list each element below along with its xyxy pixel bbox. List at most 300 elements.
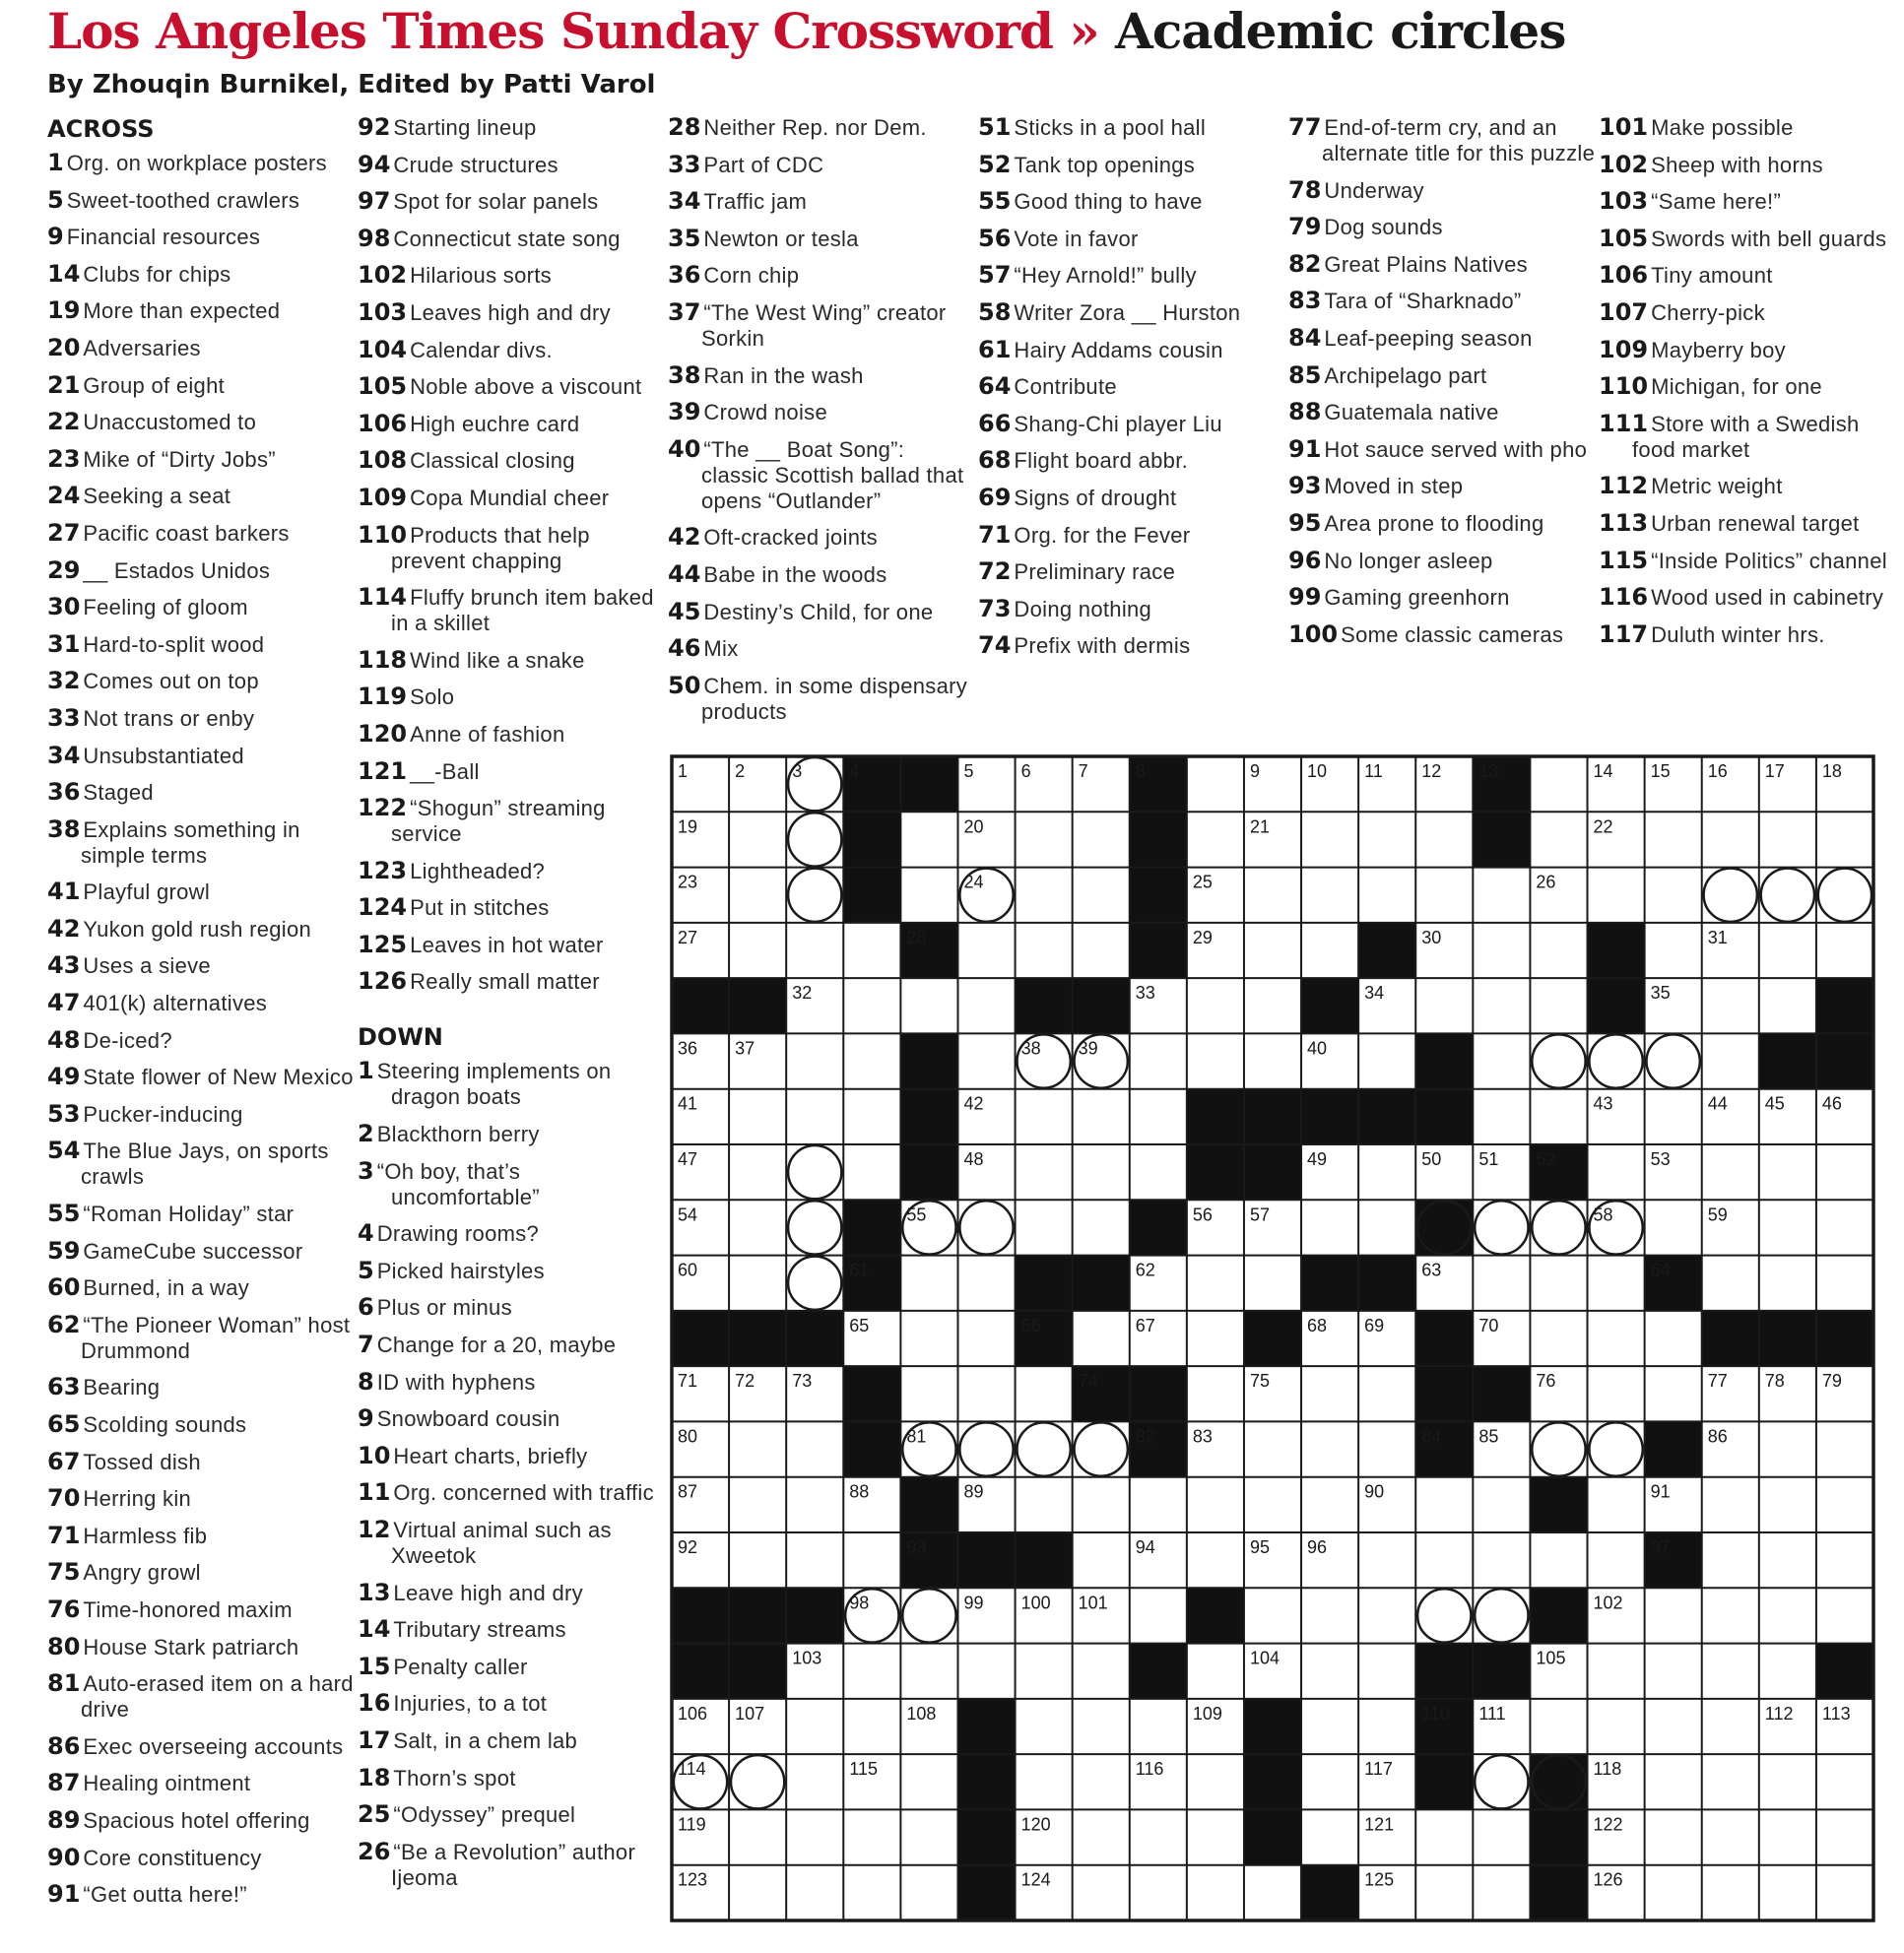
grid-cell[interactable] (1473, 1809, 1530, 1864)
clue-text: Preliminary race (1014, 559, 1176, 585)
grid-cell[interactable] (1588, 868, 1645, 923)
clue (47, 879, 355, 905)
clue-text: Part of CDC (703, 152, 824, 177)
clue-number: 110 (1599, 372, 1649, 401)
clue-number: 47 (47, 989, 81, 1017)
grid-cell[interactable] (1530, 1532, 1587, 1588)
grid-cell[interactable] (957, 1644, 1015, 1699)
grid-cell[interactable] (1816, 1421, 1873, 1476)
grid-cell[interactable] (1187, 1477, 1244, 1532)
grid-cell[interactable] (1816, 1144, 1873, 1200)
grid-cell[interactable] (900, 1311, 957, 1366)
grid-cell[interactable] (1530, 978, 1587, 1033)
grid-cell[interactable] (1473, 868, 1530, 923)
grid-cell[interactable] (1358, 812, 1415, 867)
grid-cell[interactable] (1473, 1033, 1530, 1088)
grid-cell[interactable] (1759, 1200, 1816, 1255)
grid-cell[interactable] (786, 1865, 843, 1920)
grid-cell[interactable] (1244, 868, 1301, 923)
clue (47, 1101, 355, 1128)
grid-cell[interactable] (843, 978, 900, 1033)
clue (978, 373, 1285, 400)
grid-cell[interactable] (1016, 1200, 1073, 1255)
grid-cell[interactable] (1073, 923, 1130, 978)
clue-number: 106 (1599, 261, 1649, 290)
block-cell (1301, 1089, 1358, 1144)
grid-cell[interactable] (1301, 1588, 1358, 1643)
grid-cell[interactable] (900, 978, 957, 1033)
grid-cell[interactable] (1187, 1311, 1244, 1366)
grid-cell[interactable] (1530, 756, 1587, 812)
clue-text: Core constituency (83, 1845, 262, 1870)
clue-text: Noble above a viscount (410, 374, 642, 400)
grid-cell[interactable] (1187, 1033, 1244, 1088)
grid-cell[interactable] (1301, 1421, 1358, 1476)
grid-cell[interactable] (843, 1033, 900, 1088)
grid-cell[interactable] (1530, 1089, 1587, 1144)
grid-cell[interactable] (729, 1532, 786, 1588)
grid-cell[interactable] (1759, 1532, 1816, 1588)
grid-cell[interactable] (957, 923, 1015, 978)
grid-cell[interactable] (1301, 1366, 1358, 1421)
grid-cell[interactable] (1759, 812, 1816, 867)
grid-cell[interactable] (729, 1809, 786, 1864)
grid-cell[interactable] (1187, 812, 1244, 867)
grid-cell[interactable] (1415, 1809, 1473, 1864)
grid-cell[interactable] (1759, 1754, 1816, 1809)
grid-cell[interactable] (1130, 1809, 1187, 1864)
grid-cell[interactable] (1130, 1089, 1187, 1144)
clue-text: “Same here!” (1651, 189, 1782, 215)
cell-number: 66 (1020, 1315, 1041, 1335)
clue-number: 40 (668, 434, 701, 463)
grid-cell[interactable] (1530, 1699, 1587, 1754)
grid-cell[interactable] (843, 923, 900, 978)
grid-cell[interactable] (1530, 812, 1587, 867)
grid-cell[interactable] (1415, 1532, 1473, 1588)
grid-cell[interactable] (1244, 1421, 1301, 1476)
cell-number: 44 (1707, 1093, 1728, 1114)
clue-text: Auto-erased item on a hard drive (81, 1671, 354, 1723)
grid-cell[interactable] (1702, 1144, 1759, 1200)
grid-cell[interactable] (1073, 1200, 1130, 1255)
grid-cell[interactable] (1645, 1809, 1702, 1864)
clue-number: 25 (358, 1800, 391, 1829)
grid-cell[interactable] (1187, 1256, 1244, 1311)
grid-cell[interactable] (1816, 1477, 1873, 1532)
grid-cell[interactable] (843, 1865, 900, 1920)
grid-cell[interactable] (1358, 1699, 1415, 1754)
grid-cell[interactable] (1645, 1200, 1702, 1255)
grid-cell[interactable] (1415, 868, 1473, 923)
grid-cell[interactable] (1073, 1311, 1130, 1366)
grid-cell[interactable] (1301, 868, 1358, 923)
grid-cell[interactable] (1816, 1588, 1873, 1643)
grid-cell[interactable] (1187, 1754, 1244, 1809)
clue-number: 118 (358, 645, 408, 674)
grid-cell[interactable] (786, 1033, 843, 1088)
grid-cell[interactable] (1415, 1865, 1473, 1920)
grid-cell[interactable] (1702, 1256, 1759, 1311)
grid-cell[interactable] (1358, 868, 1415, 923)
grid-cell[interactable] (1530, 1256, 1587, 1311)
clue (47, 1485, 355, 1512)
grid-cell[interactable] (1645, 1865, 1702, 1920)
clue-number: 46 (668, 634, 701, 663)
clue-number: 31 (47, 629, 81, 658)
grid-cell[interactable] (1645, 1754, 1702, 1809)
grid-cell[interactable] (843, 1532, 900, 1588)
grid-cell[interactable] (1244, 1477, 1301, 1532)
clue (358, 337, 665, 363)
grid-cell[interactable] (900, 1809, 957, 1864)
grid-cell[interactable] (1759, 1588, 1816, 1643)
grid-cell[interactable] (1816, 1809, 1873, 1864)
cell-number: 14 (1593, 761, 1613, 781)
grid-cell[interactable] (1816, 1754, 1873, 1809)
grid-cell[interactable] (1588, 1311, 1645, 1366)
cell-number: 5 (963, 761, 974, 781)
grid-cell[interactable] (1645, 868, 1702, 923)
cell-number: 3 (792, 761, 803, 781)
grid-cell[interactable] (1244, 1588, 1301, 1643)
clue (358, 721, 665, 748)
grid-cell[interactable] (1244, 1865, 1301, 1920)
grid-cell[interactable] (1415, 812, 1473, 867)
grid-cell[interactable] (1073, 1089, 1130, 1144)
grid-cell[interactable] (1358, 1366, 1415, 1421)
grid-cell[interactable] (729, 1477, 786, 1532)
grid-cell[interactable] (1759, 1477, 1816, 1532)
grid-cell[interactable] (1016, 1089, 1073, 1144)
grid-cell[interactable] (1702, 1033, 1759, 1088)
grid-cell[interactable] (1816, 812, 1873, 867)
grid-cell[interactable] (1645, 812, 1702, 867)
grid-cell[interactable] (1244, 978, 1301, 1033)
grid-cell[interactable] (729, 1256, 786, 1311)
grid-cell[interactable] (843, 1699, 900, 1754)
grid-cell[interactable] (1130, 1144, 1187, 1200)
grid-cell[interactable] (957, 1256, 1015, 1311)
grid-cell[interactable] (1702, 1809, 1759, 1864)
grid-cell[interactable] (729, 812, 786, 867)
grid-cell[interactable] (957, 1311, 1015, 1366)
clue-number: 56 (978, 224, 1012, 252)
grid-cell[interactable] (1016, 812, 1073, 867)
grid-cell[interactable] (1130, 1477, 1187, 1532)
grid-cell[interactable] (1016, 1144, 1073, 1200)
grid-cell[interactable] (1301, 1200, 1358, 1255)
grid-cell[interactable] (1244, 1256, 1301, 1311)
grid-cell[interactable] (1301, 1477, 1358, 1532)
clue-text: Fluffy brunch item baked in a skillet (391, 585, 654, 636)
grid-cell[interactable] (1702, 1588, 1759, 1643)
grid-cell[interactable] (729, 1421, 786, 1476)
grid-cell[interactable] (786, 1089, 843, 1144)
cell-number: 73 (792, 1371, 813, 1392)
grid-cell[interactable] (1358, 1644, 1415, 1699)
grid-cell[interactable] (786, 1754, 843, 1809)
clue-number: 91 (47, 1880, 81, 1909)
cell-number: 112 (1764, 1703, 1794, 1724)
grid-cell[interactable] (1473, 1477, 1530, 1532)
grid-cell[interactable] (1016, 923, 1073, 978)
grid-cell[interactable] (1588, 1256, 1645, 1311)
grid-cell[interactable] (1645, 1644, 1702, 1699)
grid-cell[interactable] (843, 1144, 900, 1200)
cell-number: 25 (1192, 872, 1213, 892)
grid-cell[interactable] (1473, 1256, 1530, 1311)
grid-cell[interactable] (1016, 1644, 1073, 1699)
grid-cell[interactable] (1073, 1754, 1130, 1809)
grid-cell[interactable] (900, 1754, 957, 1809)
grid-cell[interactable] (1759, 1644, 1816, 1699)
clue-text: Tossed dish (83, 1449, 201, 1474)
grid-cell[interactable] (1702, 1532, 1759, 1588)
grid-cell[interactable] (1816, 923, 1873, 978)
clue-text: Wood used in cabinetry (1651, 585, 1884, 611)
cell-number: 4 (849, 761, 860, 781)
grid-cell[interactable] (1645, 1366, 1702, 1421)
block-cell (957, 1809, 1015, 1864)
grid-cell[interactable] (1301, 812, 1358, 867)
grid-cell[interactable] (1187, 1366, 1244, 1421)
clue (47, 335, 355, 361)
clue-text: Vote in favor (1014, 226, 1139, 251)
grid-cell[interactable] (1759, 1865, 1816, 1920)
grid-cell[interactable] (1530, 923, 1587, 978)
grid-cell[interactable] (1244, 923, 1301, 978)
clue-number: 109 (1599, 335, 1649, 363)
block-cell (957, 1699, 1015, 1754)
grid-cell[interactable] (1759, 1421, 1816, 1476)
grid-cell[interactable] (1816, 1532, 1873, 1588)
grid-cell[interactable] (1645, 1588, 1702, 1643)
title-separator: » (1069, 2, 1099, 60)
grid-cell[interactable] (900, 868, 957, 923)
clue-text: “Inside Politics” channel (1651, 548, 1887, 573)
grid-cell[interactable] (1358, 1033, 1415, 1088)
grid-cell[interactable] (1816, 1256, 1873, 1311)
clue-number: 58 (978, 297, 1012, 326)
grid-cell[interactable] (1759, 1144, 1816, 1200)
grid-cell[interactable] (729, 923, 786, 978)
clue-number: 99 (1288, 583, 1322, 612)
cell-number: 115 (849, 1759, 878, 1780)
grid-cell[interactable] (1358, 1588, 1415, 1643)
clue-number: 82 (1288, 249, 1322, 278)
grid-cell[interactable] (1187, 756, 1244, 812)
grid-cell[interactable] (1016, 1366, 1073, 1421)
grid-cell[interactable] (1301, 1754, 1358, 1809)
clue (358, 1443, 665, 1469)
clue-number: 69 (978, 483, 1012, 511)
grid-cell[interactable] (1016, 1477, 1073, 1532)
grid-cell[interactable] (1187, 978, 1244, 1033)
clue-text: __ Estados Unidos (83, 557, 271, 583)
clue-number: 9 (358, 1404, 374, 1433)
grid-cell[interactable] (1702, 1699, 1759, 1754)
clue (47, 990, 355, 1016)
clue (358, 1332, 665, 1358)
clue-text: “Get outta here!” (83, 1882, 247, 1908)
grid-cell[interactable] (1187, 1809, 1244, 1864)
grid-cell[interactable] (843, 1644, 900, 1699)
clue-text: Injuries, to a tot (393, 1691, 548, 1717)
grid-cell[interactable] (1130, 1588, 1187, 1643)
grid-cell[interactable] (786, 1477, 843, 1532)
grid-cell[interactable] (1702, 812, 1759, 867)
grid-cell[interactable] (957, 978, 1015, 1033)
grid-cell[interactable] (1358, 1421, 1415, 1476)
grid-cell[interactable] (729, 868, 786, 923)
grid-cell[interactable] (1130, 1699, 1187, 1754)
grid-cell[interactable] (1473, 1532, 1530, 1588)
clue-column-1 (47, 114, 355, 1919)
grid-cell[interactable] (1759, 1809, 1816, 1864)
clue (978, 299, 1285, 326)
grid-cell[interactable] (1073, 1865, 1130, 1920)
grid-cell[interactable] (1645, 1089, 1702, 1144)
grid-cell[interactable] (1588, 1644, 1645, 1699)
block-cell (1301, 1865, 1358, 1920)
grid-cell[interactable] (1016, 1699, 1073, 1754)
grid-cell[interactable] (729, 1865, 786, 1920)
grid-cell[interactable] (900, 1865, 957, 1920)
grid-cell[interactable] (1415, 1477, 1473, 1532)
grid-cell[interactable] (729, 1200, 786, 1255)
grid-cell[interactable] (1073, 1532, 1130, 1588)
grid-cell[interactable] (1473, 1089, 1530, 1144)
cell-number: 7 (1078, 761, 1088, 781)
grid-cell[interactable] (1073, 1809, 1130, 1864)
cell-number: 49 (1307, 1149, 1328, 1169)
grid-cell[interactable] (843, 1089, 900, 1144)
grid-cell[interactable] (1073, 1699, 1130, 1754)
clue-number: 22 (47, 408, 81, 436)
clue (47, 150, 355, 176)
grid-cell[interactable] (957, 1366, 1015, 1421)
grid-cell[interactable] (1301, 1809, 1358, 1864)
grid-cell[interactable] (900, 1366, 957, 1421)
grid-cell[interactable] (1645, 1311, 1702, 1366)
clue-number: 71 (978, 520, 1012, 549)
grid-cell[interactable] (1473, 923, 1530, 978)
grid-cell[interactable] (1073, 1644, 1130, 1699)
grid-cell[interactable] (1702, 1754, 1759, 1809)
grid-cell[interactable] (1759, 1256, 1816, 1311)
grid-cell[interactable] (1358, 1532, 1415, 1588)
clue (47, 1770, 355, 1796)
clue-number: 45 (668, 597, 701, 625)
grid-cell[interactable] (1187, 1532, 1244, 1588)
grid-cell[interactable] (1415, 978, 1473, 1033)
clue-number: 38 (668, 360, 701, 389)
grid-cell[interactable] (1702, 1477, 1759, 1532)
clue (1288, 288, 1596, 314)
grid-cell[interactable] (1473, 978, 1530, 1033)
grid-cell[interactable] (1816, 1865, 1873, 1920)
grid-cell[interactable] (1358, 1144, 1415, 1200)
crossword-grid[interactable] (670, 754, 1875, 1922)
cell-number: 21 (1249, 816, 1270, 837)
grid-cell[interactable] (1130, 1865, 1187, 1920)
grid-cell[interactable] (1588, 1532, 1645, 1588)
grid-cell[interactable] (786, 1699, 843, 1754)
grid-cell[interactable] (1301, 1644, 1358, 1699)
grid-cell[interactable] (900, 1644, 957, 1699)
grid-cell[interactable] (1187, 1865, 1244, 1920)
clue-number: 64 (978, 372, 1012, 401)
clue-text: Classical closing (410, 448, 575, 474)
grid-cell[interactable] (786, 923, 843, 978)
grid-cell[interactable] (1301, 1699, 1358, 1754)
grid-cell[interactable] (1588, 1366, 1645, 1421)
grid-cell[interactable] (786, 1809, 843, 1864)
clue (1288, 473, 1596, 499)
clue (358, 373, 665, 400)
grid-cell[interactable] (1073, 868, 1130, 923)
grid-cell[interactable] (786, 1532, 843, 1588)
grid-cell[interactable] (1588, 1477, 1645, 1532)
grid-cell[interactable] (1358, 1200, 1415, 1255)
block-cell (1415, 1311, 1473, 1366)
grid-cell[interactable] (1702, 1865, 1759, 1920)
grid-cell[interactable] (786, 1421, 843, 1476)
clue-text: Some classic cameras (1341, 621, 1564, 647)
grid-cell[interactable] (1244, 1033, 1301, 1088)
grid-cell[interactable] (1702, 978, 1759, 1033)
grid-cell[interactable] (1759, 923, 1816, 978)
cell-number: 119 (678, 1814, 706, 1835)
clue-text: “Shogun” streaming service (391, 796, 606, 847)
grid-cell[interactable] (1130, 1033, 1187, 1088)
grid-cell[interactable] (1530, 1311, 1587, 1366)
grid-cell[interactable] (1645, 1699, 1702, 1754)
cell-number: 40 (1307, 1038, 1328, 1059)
clue-text: Leaf-peeping season (1324, 325, 1533, 351)
grid-cell[interactable] (1016, 868, 1073, 923)
grid-cell[interactable] (1073, 1477, 1130, 1532)
clue-text: Bearing (83, 1375, 161, 1400)
grid-cell[interactable] (1759, 978, 1816, 1033)
grid-cell[interactable] (1016, 1754, 1073, 1809)
grid-cell[interactable] (957, 1033, 1015, 1088)
grid-cell[interactable] (729, 1089, 786, 1144)
clue-text: Org. concerned with traffic (393, 1480, 654, 1506)
clue-number: 9 (47, 223, 64, 251)
grid-cell[interactable] (1187, 1644, 1244, 1699)
clue (1599, 373, 1904, 400)
grid-cell[interactable] (1645, 923, 1702, 978)
clue-text: Solo (410, 684, 455, 710)
grid-cell[interactable] (1473, 1865, 1530, 1920)
grid-cell[interactable] (1588, 1699, 1645, 1754)
grid-cell[interactable] (1301, 923, 1358, 978)
clue-text: Harmless fib (83, 1523, 208, 1548)
grid-cell[interactable] (729, 1144, 786, 1200)
grid-cell[interactable] (843, 1809, 900, 1864)
grid-cell[interactable] (1073, 812, 1130, 867)
grid-cell[interactable] (1073, 1144, 1130, 1200)
grid-cell[interactable] (1588, 1144, 1645, 1200)
grid-cell[interactable] (1702, 1644, 1759, 1699)
grid-cell[interactable] (900, 1256, 957, 1311)
grid-cell[interactable] (1816, 1200, 1873, 1255)
clue-text: Contribute (1014, 374, 1117, 400)
cell-number: 124 (1020, 1869, 1051, 1890)
grid-cell[interactable] (900, 812, 957, 867)
